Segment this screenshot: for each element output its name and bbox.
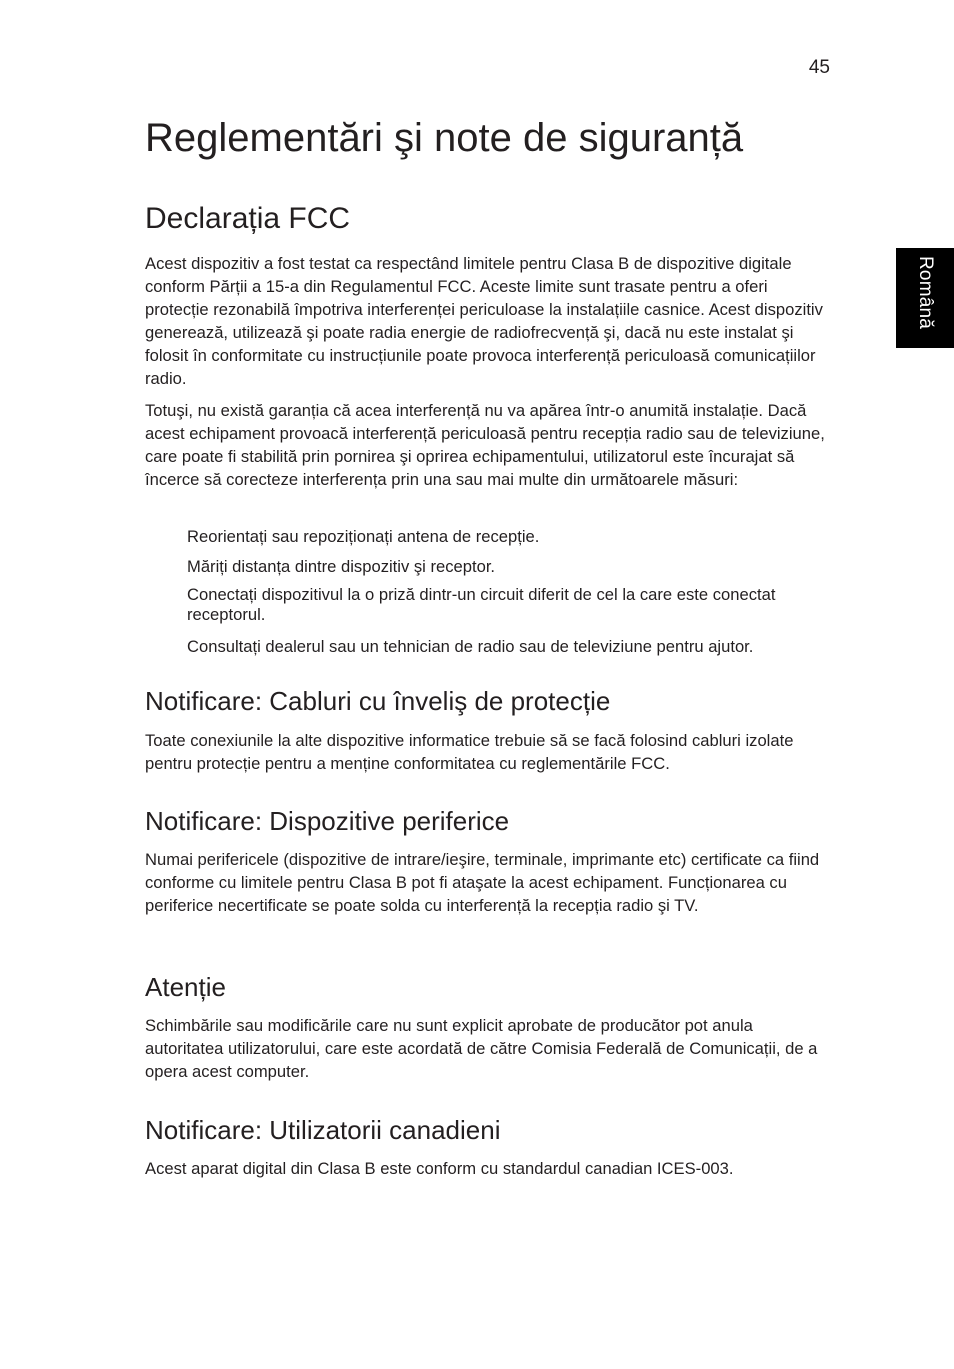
canada-heading: Notificare: Utilizatorii canadieni	[145, 1115, 501, 1145]
peripherals-paragraph: Numai perifericele (dispozitive de intrare/ieşire, terminale, imprimante etc) certificate ca fiind conforme cu limitele pentru Clasa B pot fi ataşate la acest echipament. Funcționarea cu periferice necertificate se poate solda cu interferență la recepția radio şi TV.	[145, 850, 820, 915]
language-tab	[896, 248, 954, 348]
caution-heading: Atenție	[145, 972, 226, 1002]
cables-heading: Notificare: Cabluri cu înveliş de protecție	[145, 686, 611, 716]
fcc-measure-item: Conectați dispozitivul la o priză dintr-un circuit diferit de cel la care este conectat receptorul.	[187, 585, 776, 624]
page-number: 45	[808, 57, 830, 78]
language-tab-label: Română	[915, 256, 936, 330]
fcc-heading: Declarația FCC	[145, 202, 351, 235]
caution-paragraph: Schimbările sau modificările care nu sunt explicit aprobate de producător pot anula autoritatea utilizatorului, care este acordată de către Comisia Federală de Comunicații, de a opera acest computer.	[145, 1016, 818, 1081]
cables-paragraph: Toate conexiunile la alte dispozitive informatice trebuie să se facă folosind cabluri izolate pentru protecție pentru a menține conformitatea cu reglementările FCC.	[145, 731, 794, 773]
page-title: Reglementări şi note de siguranță	[145, 116, 744, 160]
fcc-measure-item: Consultați dealerul sau un tehnician de radio sau de televiziune pentru ajutor.	[187, 637, 754, 656]
fcc-paragraph-1: Acest dispozitiv a fost testat ca respectând limitele pentru Clasa B de dispozitive digitale conform Părții a 15-a din Regulamentul FCC. Aceste limite sunt trasate pentru a oferi protecție rezonabilă împotriva interferenței periculoase la instalațiile casnice. Acest dispozitiv generează, utilizează şi poate radia energie de radiofrecvență şi, dacă nu este instalat şi folosit în conformitate cu instrucțiunile poate provoca interferență periculoasă comunicațiilor radio.	[145, 254, 823, 388]
fcc-measure-item: Măriți distanța dintre dispozitiv şi receptor.	[187, 557, 496, 576]
peripherals-heading: Notificare: Dispozitive periferice	[145, 806, 510, 836]
canada-paragraph: Acest aparat digital din Clasa B este conform cu standardul canadian ICES-003.	[145, 1159, 734, 1178]
fcc-measure-item: Reorientați sau repoziționați antena de recepție.	[187, 527, 540, 546]
fcc-paragraph-2: Totuşi, nu există garanția că acea interferență nu va apărea într-o anumită instalație. Dacă acest echipament provoacă interferență periculoasă pentru recepția radio sau de televiziune, care poate fi stabilită prin pornirea şi oprirea echipamentului, utilizatorul este încurajat să încerce să corecteze interferența prin una sau mai multe din următoarele măsuri:	[145, 401, 825, 489]
